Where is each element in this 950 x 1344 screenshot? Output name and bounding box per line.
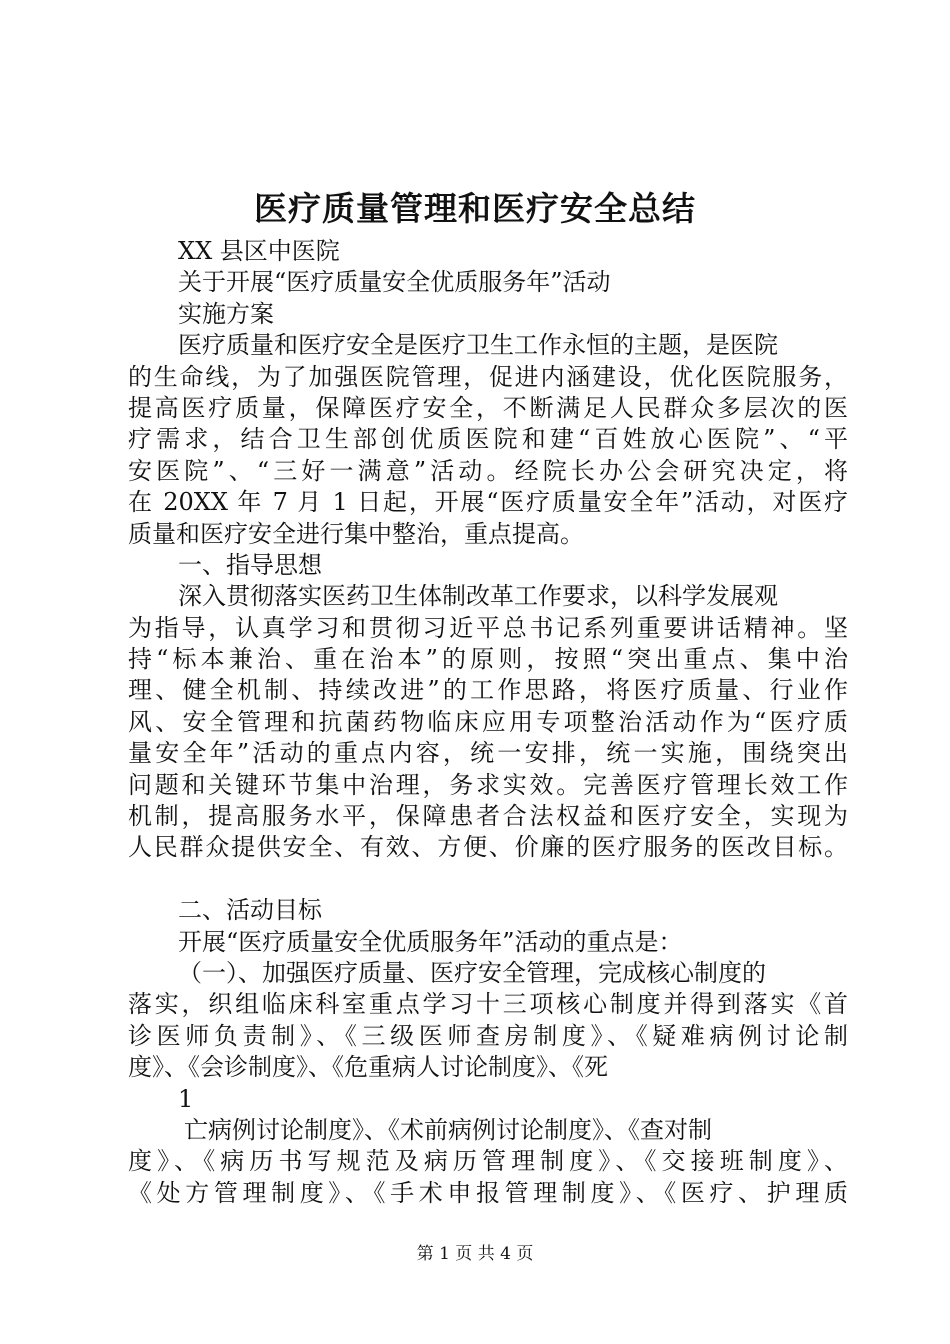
text-line: 度》、《会诊制度》、《危重病人讨论制度》、《死 <box>128 1053 608 1082</box>
text-line-hospital: XX 县区中医院 <box>178 237 340 265</box>
text-line: 理、健全机制、持续改进”的工作思路，将医疗质量、行业作 <box>128 676 848 705</box>
inline-page-number: 1 <box>178 1084 194 1113</box>
text-line: 量安全年”活动的重点内容，统一安排，统一实施，围绕突出 <box>128 739 848 768</box>
page-footer: 第 1 页 共 4 页 <box>416 1244 534 1264</box>
text-line: 风、安全管理和抗菌药物临床应用专项整治活动作为“医疗质 <box>128 707 848 736</box>
text-line: 深入贯彻落实医药卫生体制改革工作要求，以科学发展观 <box>178 582 778 611</box>
section-heading-goals: 二、活动目标 <box>178 896 322 925</box>
text-line: 疗需求，结合卫生部创优质医院和建“百姓放心医院”、“平 <box>128 425 848 454</box>
text-line: 持“标本兼治、重在治本”的原则，按照“突出重点、集中治 <box>128 645 848 674</box>
document-body <box>128 236 848 1209</box>
blank-line <box>128 864 848 895</box>
section-heading-guiding: 一、指导思想 <box>178 550 322 579</box>
text-line: 度》、《病历书写规范及病历管理制度》、《交接班制度》、 <box>128 1147 848 1176</box>
text-line: 开展“医疗质量安全优质服务年”活动的重点是： <box>178 927 683 956</box>
text-line: 为指导，认真学习和贯彻习近平总书记系列重要讲话精神。坚 <box>128 613 848 642</box>
text-line: 落实，织组临床科室重点学习十三项核心制度并得到落实《首 <box>128 990 848 1019</box>
text-line: 质量和医疗安全进行集中整治，重点提高。 <box>128 519 584 548</box>
text-line: 机制，提高服务水平，保障患者合法权益和医疗安全，实现为 <box>128 802 848 831</box>
text-line-plan: 实施方案 <box>178 299 274 328</box>
text-line: 的生命线，为了加强医院管理，促进内涵建设，优化医院服务， <box>128 362 848 391</box>
text-line: 人民群众提供安全、有效、方便、价廉的医疗服务的医改目标。 <box>128 833 848 862</box>
text-line: 在 20XX 年 7 月 1 日起，开展“医疗质量安全年”活动，对医疗 <box>128 488 848 517</box>
text-line: 诊医师负责制》、《三级医师查房制度》、《疑难病例讨论制 <box>128 1021 848 1050</box>
document-title: 医疗质量管理和医疗安全总结 <box>254 189 696 228</box>
text-line: 提高医疗质量，保障医疗安全，不断满足人民群众多层次的医 <box>128 393 848 422</box>
text-line: 《处方管理制度》、《手术申报管理制度》、《医疗、护理质 <box>128 1178 848 1207</box>
text-line: 医疗质量和医疗安全是医疗卫生工作永恒的主题，是医院 <box>178 331 778 360</box>
text-line-subject: 关于开展“医疗质量安全优质服务年”活动 <box>178 268 611 297</box>
text-line: 问题和关键环节集中治理，务求实效。完善医疗管理长效工作 <box>128 770 848 799</box>
text-line: 安医院”、“三好一满意”活动。经院长办公会研究决定，将 <box>128 456 848 485</box>
text-line: （一）、加强医疗质量、医疗安全管理，完成核心制度的 <box>178 958 766 987</box>
text-line: 亡病例讨论制度》、《术前病例讨论制度》、《查对制 <box>184 1115 712 1144</box>
